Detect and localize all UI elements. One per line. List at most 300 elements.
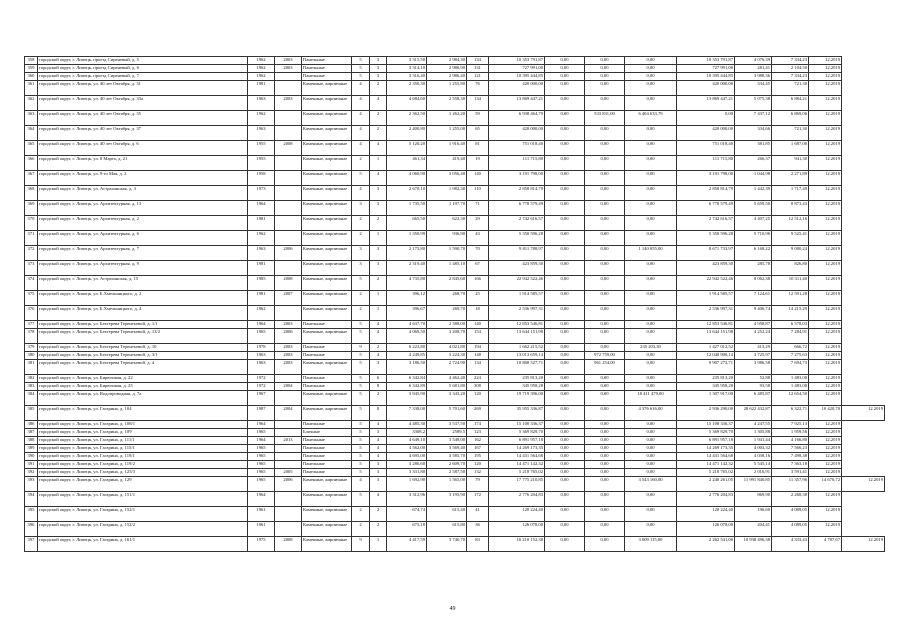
cell-municipal-funds: 0,00: [625, 186, 677, 201]
cell-entrances: 3: [370, 65, 387, 73]
cell-owners-funds: 2 262 541,00: [677, 537, 735, 552]
cell-year-repair: 2003: [275, 65, 302, 73]
cell-planned-date: 12.2019: [809, 246, 842, 261]
cell-entrances: 2: [370, 81, 387, 96]
cell-owners-funds: 2 536 997,31: [677, 306, 735, 321]
cell-planned-date: 12.2019: [809, 141, 842, 156]
cell-residents: 154: [467, 329, 489, 344]
cell-wall-material: Каменные, кирпичные: [302, 246, 352, 261]
cell-regional-funds: 0,00: [585, 469, 625, 477]
cell-year-built: 1963: [248, 360, 275, 375]
cell-limit-per-sqm: 721,30: [772, 126, 809, 141]
cell-municipal-funds: 3 009 115,00: [625, 537, 677, 552]
cell-total-cost: 2 858 814,79: [489, 186, 545, 201]
cell-planned-date: 12.2019: [809, 96, 842, 111]
cell-federal-funds: 0,00: [545, 453, 585, 461]
table-row: [25, 306, 885, 321]
cell-entrances: 3: [370, 469, 387, 477]
cell-limit-per-sqm: 1 687,00: [772, 141, 809, 156]
cell-entrances: 4: [370, 321, 387, 329]
cell-federal-funds: 0,00: [545, 383, 585, 391]
cell-total-cost: 3 191 798,00: [489, 171, 545, 186]
cell-municipal-funds: 0,00: [625, 421, 677, 429]
cell-regional-funds: 961 254,00: [585, 360, 625, 375]
cell-living-area: 3 195,90: [427, 492, 467, 507]
cell-regional-funds: 0,00: [585, 246, 625, 261]
cell-address: городской округ, г. Липецк, ул. Бехтерева Терентьевой, д. 3/1: [38, 352, 248, 360]
cell-year-built: 1963: [248, 246, 275, 261]
cell-limit-per-sqm: 12 654,50: [772, 391, 809, 406]
cell-entrances: 4: [370, 141, 387, 156]
cell-total-area: 4 695,00: [387, 453, 427, 461]
cell-limit-per-sqm: 2 268,38: [772, 492, 809, 507]
cell-total-cost: 13 013 659,14: [489, 352, 545, 360]
cell-entrances: 8: [370, 383, 387, 391]
cell-limit-per-sqm: 6 578,03: [772, 321, 809, 329]
cell-floors: 4: [352, 96, 370, 111]
cell-row-number: 385: [25, 406, 38, 421]
cell-total-area: 4 649,10: [387, 437, 427, 445]
cell-year-repair: [275, 81, 302, 96]
cell-regional-funds: 0,00: [585, 507, 625, 522]
cell-year-built: 1964: [248, 201, 275, 216]
cell-residents: 71: [467, 201, 489, 216]
cell-total-area: 3 316,40: [387, 73, 427, 81]
cell-address: городской округ, г. Липецк, ул. Астраханская, д. 3: [38, 186, 248, 201]
cell-row-number: 369: [25, 201, 38, 216]
table-body: [25, 57, 885, 552]
cell-floors: 5: [352, 437, 370, 445]
cell-row-number: 396: [25, 522, 38, 537]
cell-entrances: 1: [370, 306, 387, 321]
cell-floors: 3: [352, 261, 370, 276]
cell-year-repair: [275, 453, 302, 461]
cell-row-number: 358: [25, 57, 38, 65]
cell-total-area: 6 342,89: [387, 383, 427, 391]
cell-living-area: 2 984,30: [427, 57, 467, 65]
cell-cost-per-sqm: 869,90: [735, 492, 772, 507]
cell-row-number: 379: [25, 344, 38, 352]
cell-residents: 134: [467, 96, 489, 111]
cell-address: городской округ, г. Липецк, ул. Бехтерева Терентьевой, д. 10: [38, 344, 248, 352]
cell-total-cost: 6 891 957,18: [489, 437, 545, 445]
table-row: [25, 201, 885, 216]
cell-regional-funds: 0,00: [585, 477, 625, 492]
cell-year-built: 1972: [248, 383, 275, 391]
table-row: [25, 96, 885, 111]
cell-total-area: 674,74: [387, 507, 427, 522]
table-row: [25, 406, 885, 421]
cell-row-number: 359: [25, 65, 38, 73]
cell-wall-material: Панельные: [302, 65, 352, 73]
cell-residents: 174: [467, 421, 489, 429]
cell-wall-material: Каменные, кирпичные: [302, 306, 352, 321]
cell-residents: 25: [467, 291, 489, 306]
cell-limit-per-sqm: 4 166,80: [772, 437, 809, 445]
cell-wall-material: Каменные, кирпичные: [302, 492, 352, 507]
cell-cost-per-sqm: 4 247,55: [735, 421, 772, 429]
cell-floors: 5: [352, 171, 370, 186]
cell-wall-material: Панельные: [302, 352, 352, 360]
cell-federal-funds: 0,00: [545, 469, 585, 477]
cell-cost-per-sqm: 8 062,38: [735, 276, 772, 291]
cell-wall-material: Панельные: [302, 461, 352, 469]
cell-cost-per-sqm: 10 938 496,38: [735, 537, 772, 552]
cell-entrances: 2: [370, 126, 387, 141]
cell-planned-date: 12.2019: [809, 522, 842, 537]
cell-owners-funds: 5 218 765,02: [677, 469, 735, 477]
cell-regional-funds: 0,00: [585, 537, 625, 552]
table-row: [25, 276, 885, 291]
cell-cost-per-sqm: 334,66: [735, 126, 772, 141]
cell-row-number: 384: [25, 391, 38, 406]
cell-entrances: 3: [370, 261, 387, 276]
table-row: [25, 492, 885, 507]
cell-year-repair: [275, 156, 302, 171]
cell-residents: 79: [467, 477, 489, 492]
cell-planned-date: 12.2019: [809, 201, 842, 216]
cell-floors: 2: [352, 306, 370, 321]
cell-cost-per-sqm: 1 941,44: [735, 437, 772, 445]
cell-year-built: 1981: [248, 81, 275, 96]
cell-municipal-funds: 4 376 616,00: [625, 406, 677, 421]
table-row: [25, 246, 885, 261]
cell-total-cost: 14 431 564,68: [489, 453, 545, 461]
cell-wall-material: Каменные, кирпичные: [302, 186, 352, 201]
cell-floors: 4: [352, 111, 370, 126]
cell-cost-per-sqm: 281,41: [735, 65, 772, 73]
cell-living-area: 1 982,30: [427, 186, 467, 201]
cell-address: городской округ, г. Липецк, ул. Бехтерева Терентьевой, д. 4: [38, 360, 248, 375]
cell-total-cost: 111 715,80: [489, 156, 545, 171]
cell-entrances: 4: [370, 453, 387, 461]
cell-planned-date: 12.2019: [809, 156, 842, 171]
cell-planned-date: 12.2019: [809, 507, 842, 522]
cell-residents: 194: [467, 344, 489, 352]
cell-year-repair: 2006: [275, 246, 302, 261]
cell-federal-funds: 0,00: [545, 461, 585, 469]
cell-wall-material: Каменные, кирпичные: [302, 276, 352, 291]
cell-residents: 172: [467, 492, 489, 507]
cell-planned-date: 12.2019: [809, 111, 842, 126]
cell-entrances: 2: [370, 111, 387, 126]
cell-regional-funds: 0,00: [585, 492, 625, 507]
cell-row-number: 375: [25, 291, 38, 306]
cell-year-repair: [275, 73, 302, 81]
cell-year-built: 1981: [248, 261, 275, 276]
cell-year-repair: [275, 445, 302, 453]
cell-limit-per-sqm: 6 322,71: [772, 406, 809, 421]
cell-cost-per-sqm: 5 075,38: [735, 96, 772, 111]
cell-owners-funds: 13 869 447,21: [677, 96, 735, 111]
cell-total-area: 4 069,50: [387, 329, 427, 344]
cell-regional-funds: 0,00: [585, 383, 625, 391]
cell-living-area: 1 255,80: [427, 81, 467, 96]
cell-living-area: 622,30: [427, 216, 467, 231]
cell-total-area: 3 186,50: [387, 360, 427, 375]
cell-cost-per-sqm: 4 252,24: [735, 329, 772, 344]
cell-planned-date: 12.2019: [809, 231, 842, 246]
table-row: [25, 81, 885, 96]
cell-regional-funds: 0,00: [585, 453, 625, 461]
cell-limit-per-sqm: 8 873,43: [772, 201, 809, 216]
cell-owners-funds: 423 859,30: [677, 261, 735, 276]
cell-regional-funds: 0,00: [585, 57, 625, 65]
cell-entrances: 4: [370, 421, 387, 429]
cell-living-area: 3 569,40: [427, 445, 467, 453]
cell-total-cost: 5 350 596,28: [489, 231, 545, 246]
cell-total-area: 2 319,40: [387, 261, 427, 276]
cell-floors: 5: [352, 492, 370, 507]
cell-total-cost: 751 018,40: [489, 141, 545, 156]
cell-wall-material: Панельные: [302, 344, 352, 352]
cell-floors: 9: [352, 344, 370, 352]
cell-row-number: 380: [25, 352, 38, 360]
cell-owners-funds: 235 813,20: [677, 375, 735, 383]
cell-residents: 269: [467, 406, 489, 421]
cell-planned-date: 12.2019: [842, 477, 885, 492]
cell-floors: 5: [352, 57, 370, 65]
table-row: [25, 421, 885, 429]
cell-entrances: 6: [370, 375, 387, 383]
table-row: [25, 437, 885, 445]
cell-floors: 5: [352, 383, 370, 391]
cell-residents: 41: [467, 507, 489, 522]
cell-year-repair: 2007: [275, 291, 302, 306]
cell-municipal-funds: 0,00: [625, 156, 677, 171]
cell-federal-funds: 0,00: [545, 57, 585, 65]
cell-year-repair: [275, 461, 302, 469]
cell-federal-funds: 0,00: [545, 445, 585, 453]
cell-living-area: 4 462,40: [427, 375, 467, 383]
cell-federal-funds: 0,00: [545, 81, 585, 96]
cell-limit-per-sqm: 7 566,23: [772, 445, 809, 453]
cell-municipal-funds: 0,00: [625, 73, 677, 81]
cell-year-built: 1961: [248, 507, 275, 522]
table-row: [25, 186, 885, 201]
cell-floors: 5: [352, 421, 370, 429]
cell-address: городской округ, г. Липецк, ул. Б.Хмельницкого, д. 2: [38, 291, 248, 306]
cell-row-number: 360: [25, 73, 38, 81]
cell-limit-per-sqm: 7 363,18: [772, 461, 809, 469]
cell-entrances: 3: [370, 57, 387, 65]
cell-limit-per-sqm: 4 333,43: [772, 537, 809, 552]
cell-regional-funds: 0,00: [585, 461, 625, 469]
cell-planned-date: 12.2019: [809, 437, 842, 445]
cell-limit-per-sqm: 6 884,21: [772, 96, 809, 111]
cell-wall-material: Каменные, кирпичные: [302, 522, 352, 537]
cell-entrances: 4: [370, 329, 387, 344]
cell-residents: 76: [467, 81, 489, 96]
cell-owners-funds: 12 040 900,14: [677, 352, 735, 360]
cell-residents: 195: [467, 453, 489, 461]
cell-address: городской округ, г. Липецк, ул. Астраханская, д. 15: [38, 276, 248, 291]
cell-year-repair: 2013: [275, 437, 302, 445]
cell-cost-per-sqm: 334,45: [735, 81, 772, 96]
cell-residents: 81: [467, 141, 489, 156]
cell-row-number: 381: [25, 360, 38, 375]
cell-residents: 83: [467, 537, 489, 552]
cell-municipal-funds: 0,00: [625, 96, 677, 111]
cell-total-area: 3308,2: [387, 429, 427, 437]
cell-total-cost: 10 353 791,87: [489, 57, 545, 65]
cell-row-number: 391: [25, 461, 38, 469]
cell-total-cost: 126 078,00: [489, 522, 545, 537]
table-row: [25, 383, 885, 391]
cell-federal-funds: 0,00: [545, 421, 585, 429]
cell-limit-per-sqm: 12 591,28: [772, 291, 809, 306]
cell-limit-per-sqm: 7 275,63: [772, 352, 809, 360]
cell-floors: 5: [352, 445, 370, 453]
cell-planned-date: 12.2019: [842, 406, 885, 421]
cell-municipal-funds: 235 203,30: [625, 344, 677, 352]
cell-wall-material: Панельные: [302, 453, 352, 461]
cell-residents: 224: [467, 375, 489, 383]
cell-total-area: 2 175,80: [387, 246, 427, 261]
cell-year-built: 1987: [248, 406, 275, 421]
cell-total-cost: 6 778 579,49: [489, 201, 545, 216]
cell-federal-funds: 0,00: [545, 406, 585, 421]
cell-owners-funds: 12 853 546,81: [677, 321, 735, 329]
cell-municipal-funds: 0,00: [625, 306, 677, 321]
cell-entrances: 2: [370, 522, 387, 537]
cell-regional-funds: 0,00: [585, 276, 625, 291]
cell-municipal-funds: 0,00: [625, 383, 677, 391]
page-number: 49: [449, 606, 456, 612]
cell-total-cost: 14 471 142,32: [489, 461, 545, 469]
cell-regional-funds: 0,00: [585, 81, 625, 96]
cell-living-area: 3 585,70: [427, 453, 467, 461]
cell-total-area: 2 350,30: [387, 81, 427, 96]
cell-cost-per-sqm: 7 124,61: [735, 291, 772, 306]
table-row: [25, 126, 885, 141]
cell-planned-date: 12.2019: [809, 306, 842, 321]
cell-entrances: 2: [370, 216, 387, 231]
cell-municipal-funds: 0,00: [625, 141, 677, 156]
cell-regional-funds: 0,00: [585, 306, 625, 321]
cell-total-cost: 14 269 173,35: [489, 445, 545, 453]
cell-total-area: 6 342,84: [387, 375, 427, 383]
cell-year-repair: [275, 492, 302, 507]
cell-limit-per-sqm: 1 959,56: [772, 429, 809, 437]
cell-entrances: 2: [370, 507, 387, 522]
cell-total-area: 4 060,90: [387, 171, 427, 186]
cell-residents: 43: [467, 231, 489, 246]
cell-row-number: 394: [25, 492, 38, 507]
cell-federal-funds: 0,00: [545, 171, 585, 186]
cell-address: городской округ, г. Липецк, ул. 40 лет Октября, д. 37: [38, 126, 248, 141]
cell-limit-per-sqm: 7 334,23: [772, 57, 809, 65]
cell-year-built: 1965: [248, 445, 275, 453]
cell-municipal-funds: 0,00: [625, 126, 677, 141]
cell-year-built: 1963: [248, 96, 275, 111]
cell-row-number: 395: [25, 507, 38, 522]
cell-federal-funds: 0,00: [545, 321, 585, 329]
cell-municipal-funds: 3 543 160,00: [625, 477, 677, 492]
cell-municipal-funds: 0,00: [625, 352, 677, 360]
cell-living-area: 615,40: [427, 507, 467, 522]
cell-entrances: 8: [370, 406, 387, 421]
cell-year-built: 1965: [248, 453, 275, 461]
cell-municipal-funds: 0,00: [625, 276, 677, 291]
cell-municipal-funds: 0,00: [625, 329, 677, 344]
cell-owners-funds: 14 431 564,68: [677, 453, 735, 461]
cell-municipal-funds: 6 404 633,79: [625, 111, 677, 126]
cell-wall-material: Панельные: [302, 445, 352, 453]
cell-address: городской округ, г. Липецк, ул. 8 Марта, д. 21: [38, 156, 248, 171]
cell-year-built: 1962: [248, 111, 275, 126]
cell-year-repair: 2004: [275, 406, 302, 421]
cell-limit-per-sqm: 4 089,05: [772, 522, 809, 537]
cell-living-area: 1 485,10: [427, 261, 467, 276]
cell-total-cost: 10 395 444,85: [489, 73, 545, 81]
cell-limit-per-sqm: 10 311,40: [772, 276, 809, 291]
cell-address: городской округ, г. Липецк, проезд Сиреневый, д. 5: [38, 57, 248, 65]
cell-total-cost: 345 958,28: [489, 383, 545, 391]
cell-living-area: 419,40: [427, 156, 467, 171]
table-row: [25, 57, 885, 65]
cell-planned-date: 12.2019: [809, 492, 842, 507]
cell-row-number: 383: [25, 383, 38, 391]
table-row: [25, 344, 885, 352]
table-row: [25, 73, 885, 81]
cell-municipal-funds: 0,00: [625, 461, 677, 469]
cell-address: городской округ, г. Липецк, ул. Гагарина, д. 109: [38, 429, 248, 437]
cell-planned-date: 12.2019: [809, 453, 842, 461]
cell-row-number: 378: [25, 329, 38, 344]
cell-total-cost: 13 869 447,21: [489, 96, 545, 111]
cell-municipal-funds: 0,00: [625, 453, 677, 461]
cell-planned-date: 12.2019: [809, 421, 842, 429]
cell-row-number: 392: [25, 469, 38, 477]
cell-regional-funds: 0,00: [585, 261, 625, 276]
cell-cost-per-sqm: 3 988,36: [735, 73, 772, 81]
cell-owners-funds: 2 776 204,83: [677, 492, 735, 507]
cell-address: городской округ, г. Липецк, ул. 40 лет Октября, д. 33а: [38, 96, 248, 111]
cell-entrances: 1: [370, 231, 387, 246]
cell-wall-material: Каменные, кирпичные: [302, 201, 352, 216]
cell-residents: 70: [467, 246, 489, 261]
cell-planned-date: 14 670,72: [809, 477, 842, 492]
cell-total-area: 2 400,80: [387, 126, 427, 141]
cell-address: городской округ, г. Липецк, ул. Б.Хмельницкого, д. 4: [38, 306, 248, 321]
cell-federal-funds: 0,00: [545, 216, 585, 231]
cell-year-built: 1964: [248, 437, 275, 445]
cell-floors: 4: [352, 81, 370, 96]
cell-planned-date: 12.2019: [809, 261, 842, 276]
cell-floors: 2: [352, 507, 370, 522]
cell-floors: 4: [352, 477, 370, 492]
cell-year-built: 1978: [248, 344, 275, 352]
cell-owners-funds: 9 907 273,71: [677, 360, 735, 375]
cell-entrances: 3: [370, 246, 387, 261]
cell-municipal-funds: 0,00: [625, 429, 677, 437]
cell-total-area: 3 331,80: [387, 469, 427, 477]
cell-cost-per-sqm: 1 044,98: [735, 171, 772, 186]
cell-municipal-funds: 0,00: [625, 81, 677, 96]
table-row: [25, 352, 885, 360]
cell-owners-funds: 10 395 444,85: [677, 73, 735, 81]
cell-wall-material: Панельные: [302, 469, 352, 477]
cell-year-repair: 2008: [275, 276, 302, 291]
cell-federal-funds: 0,00: [545, 65, 585, 73]
cell-owners-funds: 14 471 142,32: [677, 461, 735, 469]
table-row: [25, 231, 885, 246]
cell-planned-date: 12.2019: [809, 429, 842, 437]
cell-limit-per-sqm: 7 334,23: [772, 73, 809, 81]
cell-year-repair: 2003: [275, 344, 302, 352]
table-row: [25, 321, 885, 329]
